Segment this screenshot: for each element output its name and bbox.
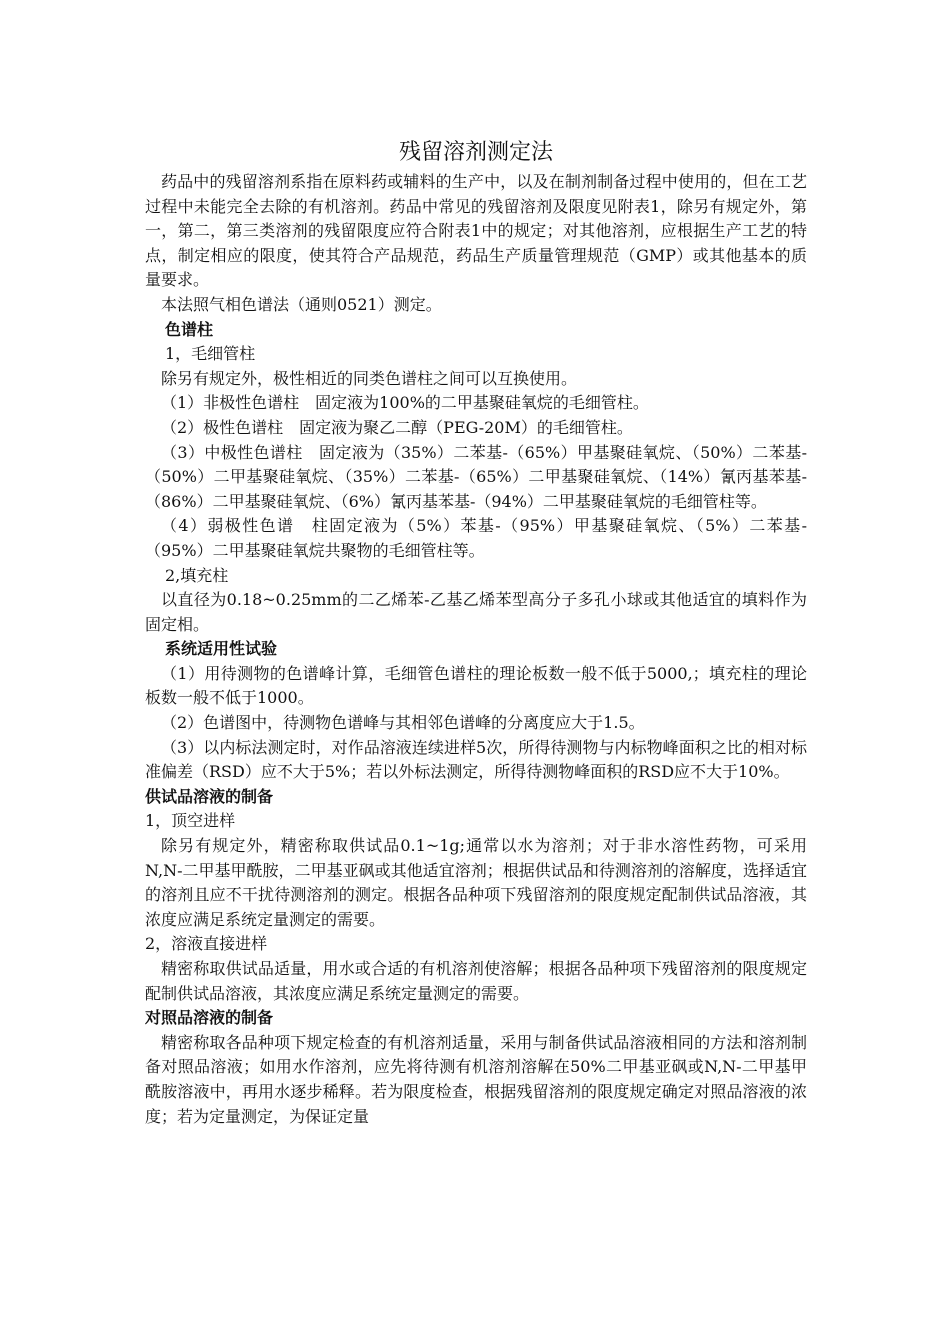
test-solution-paragraph-1: 除另有规定外，精密称取供试品0.1~1g;通常以水为溶剂；对于非水溶性药物，可采用N,N-二甲基甲酰胺，二甲基亚砜或其他适宜溶剂；根据供试品和待测溶剂的溶解度，选择适宜的溶剂且应不干扰待测溶剂的测定。根据各品种项下残留溶剂的限度规定配制供试品溶液，其浓度应满足系统定量测定的需要。 xyxy=(145,836,807,929)
subheading-packed: 2,填充柱 xyxy=(165,565,229,585)
section-heading-test-solution: 供试品溶液的制备 xyxy=(145,786,274,806)
columns-paragraph-3: （2）极性色谱柱 固定液为聚乙二醇（PEG-20M）的毛细管柱。 xyxy=(161,417,633,437)
subheading-headspace: 1，顶空进样 xyxy=(145,811,236,831)
columns-paragraph-6: 以直径为0.18~0.25mm的二乙烯苯-乙基乙烯苯型高分子多孔小球或其他适宜的填料作为固定相。 xyxy=(145,590,807,634)
section-heading-columns: 色谱柱 xyxy=(165,319,214,339)
subheading-capillary: 1，毛细管柱 xyxy=(165,344,256,364)
columns-paragraph-2: （1）非极性色谱柱 固定液为100%的二甲基聚硅氧烷的毛细管柱。 xyxy=(161,393,649,413)
method-paragraph: 本法照气相色谱法（通则0521）测定。 xyxy=(161,294,442,314)
reference-solution-paragraph: 精密称取各品种项下规定检查的有机溶剂适量，采用与制备供试品溶液相同的方法和溶剂制备对照品溶液；如用水作溶剂，应先将待测有机溶剂溶解在50%二甲基亚砜或N,N-二甲基甲酰胺溶液中，再用水逐步稀释。若为限度检查，根据残留溶剂的限度规定确定对照品溶液的浓度；若为定量测定，为保证定量 xyxy=(145,1032,807,1126)
columns-paragraph-1: 除另有规定外，极性相近的同类色谱柱之间可以互换使用。 xyxy=(161,368,578,388)
section-heading-suitability: 系统适用性试验 xyxy=(165,639,278,659)
suitability-paragraph-3: （3）以内标法测定时，对作品溶液连续进样5次，所得待测物与内标物峰面积之比的相对标准偏差（RSD）应不大于5%；若以外标法测定，所得待测物峰面积的RSD应不大于10%。 xyxy=(145,737,807,782)
test-solution-paragraph-2: 精密称取供试品适量，用水或合适的有机溶剂使溶解；根据各品种项下残留溶剂的限度规定配制供试品溶液，其浓度应满足系统定量测定的需要。 xyxy=(145,959,807,1003)
suitability-paragraph-1: （1）用待测物的色谱峰计算，毛细管色谱柱的理论板数一般不低于5000,；填充柱的理论板数一般不低于1000。 xyxy=(145,663,807,708)
suitability-paragraph-2: （2）色谱图中，待测物色谱峰与其相邻色谱峰的分离度应大于1.5。 xyxy=(161,713,645,733)
document-title: 残留溶剂测定法 xyxy=(398,140,553,165)
intro-paragraph: 药品中的残留溶剂系指在原料药或辅料的生产中，以及在制剂制备过程中使用的，但在工艺过程中未能完全去除的有机溶剂。药品中常见的残留溶剂及限度见附表1，除另有规定外，第一，第二，第三类溶剂的残留限度应符合附表1中的规定；对其他溶剂，应根据生产工艺的特点，制定相应的限度，使其符合产品规范，药品生产质量管理规范（GMP）或其他基本的质量要求。 xyxy=(145,172,807,290)
columns-paragraph-4: （3）中极性色谱柱 固定液为（35%）二苯基-（65%）甲基聚硅氧烷、（50%）二苯基-（50%）二甲基聚硅氧烷、（35%）二苯基-（65%）二甲基聚硅氧烷、（14%）氰丙基苯基-（86%）二甲基聚硅氧烷、（6%）氰丙基苯基-（94%）二甲基聚硅氧烷的毛细管柱等。 xyxy=(145,442,807,511)
document-page xyxy=(145,138,807,1129)
subheading-direct-injection: 2，溶液直接进样 xyxy=(145,934,268,954)
columns-paragraph-5: （4）弱极性色谱 柱固定液为（5%）苯基-（95%）甲基聚硅氧烷、（5%）二苯基-（95%）二甲基聚硅氧烷共聚物的毛细管柱等。 xyxy=(145,516,807,560)
section-heading-reference-solution: 对照品溶液的制备 xyxy=(145,1008,274,1028)
